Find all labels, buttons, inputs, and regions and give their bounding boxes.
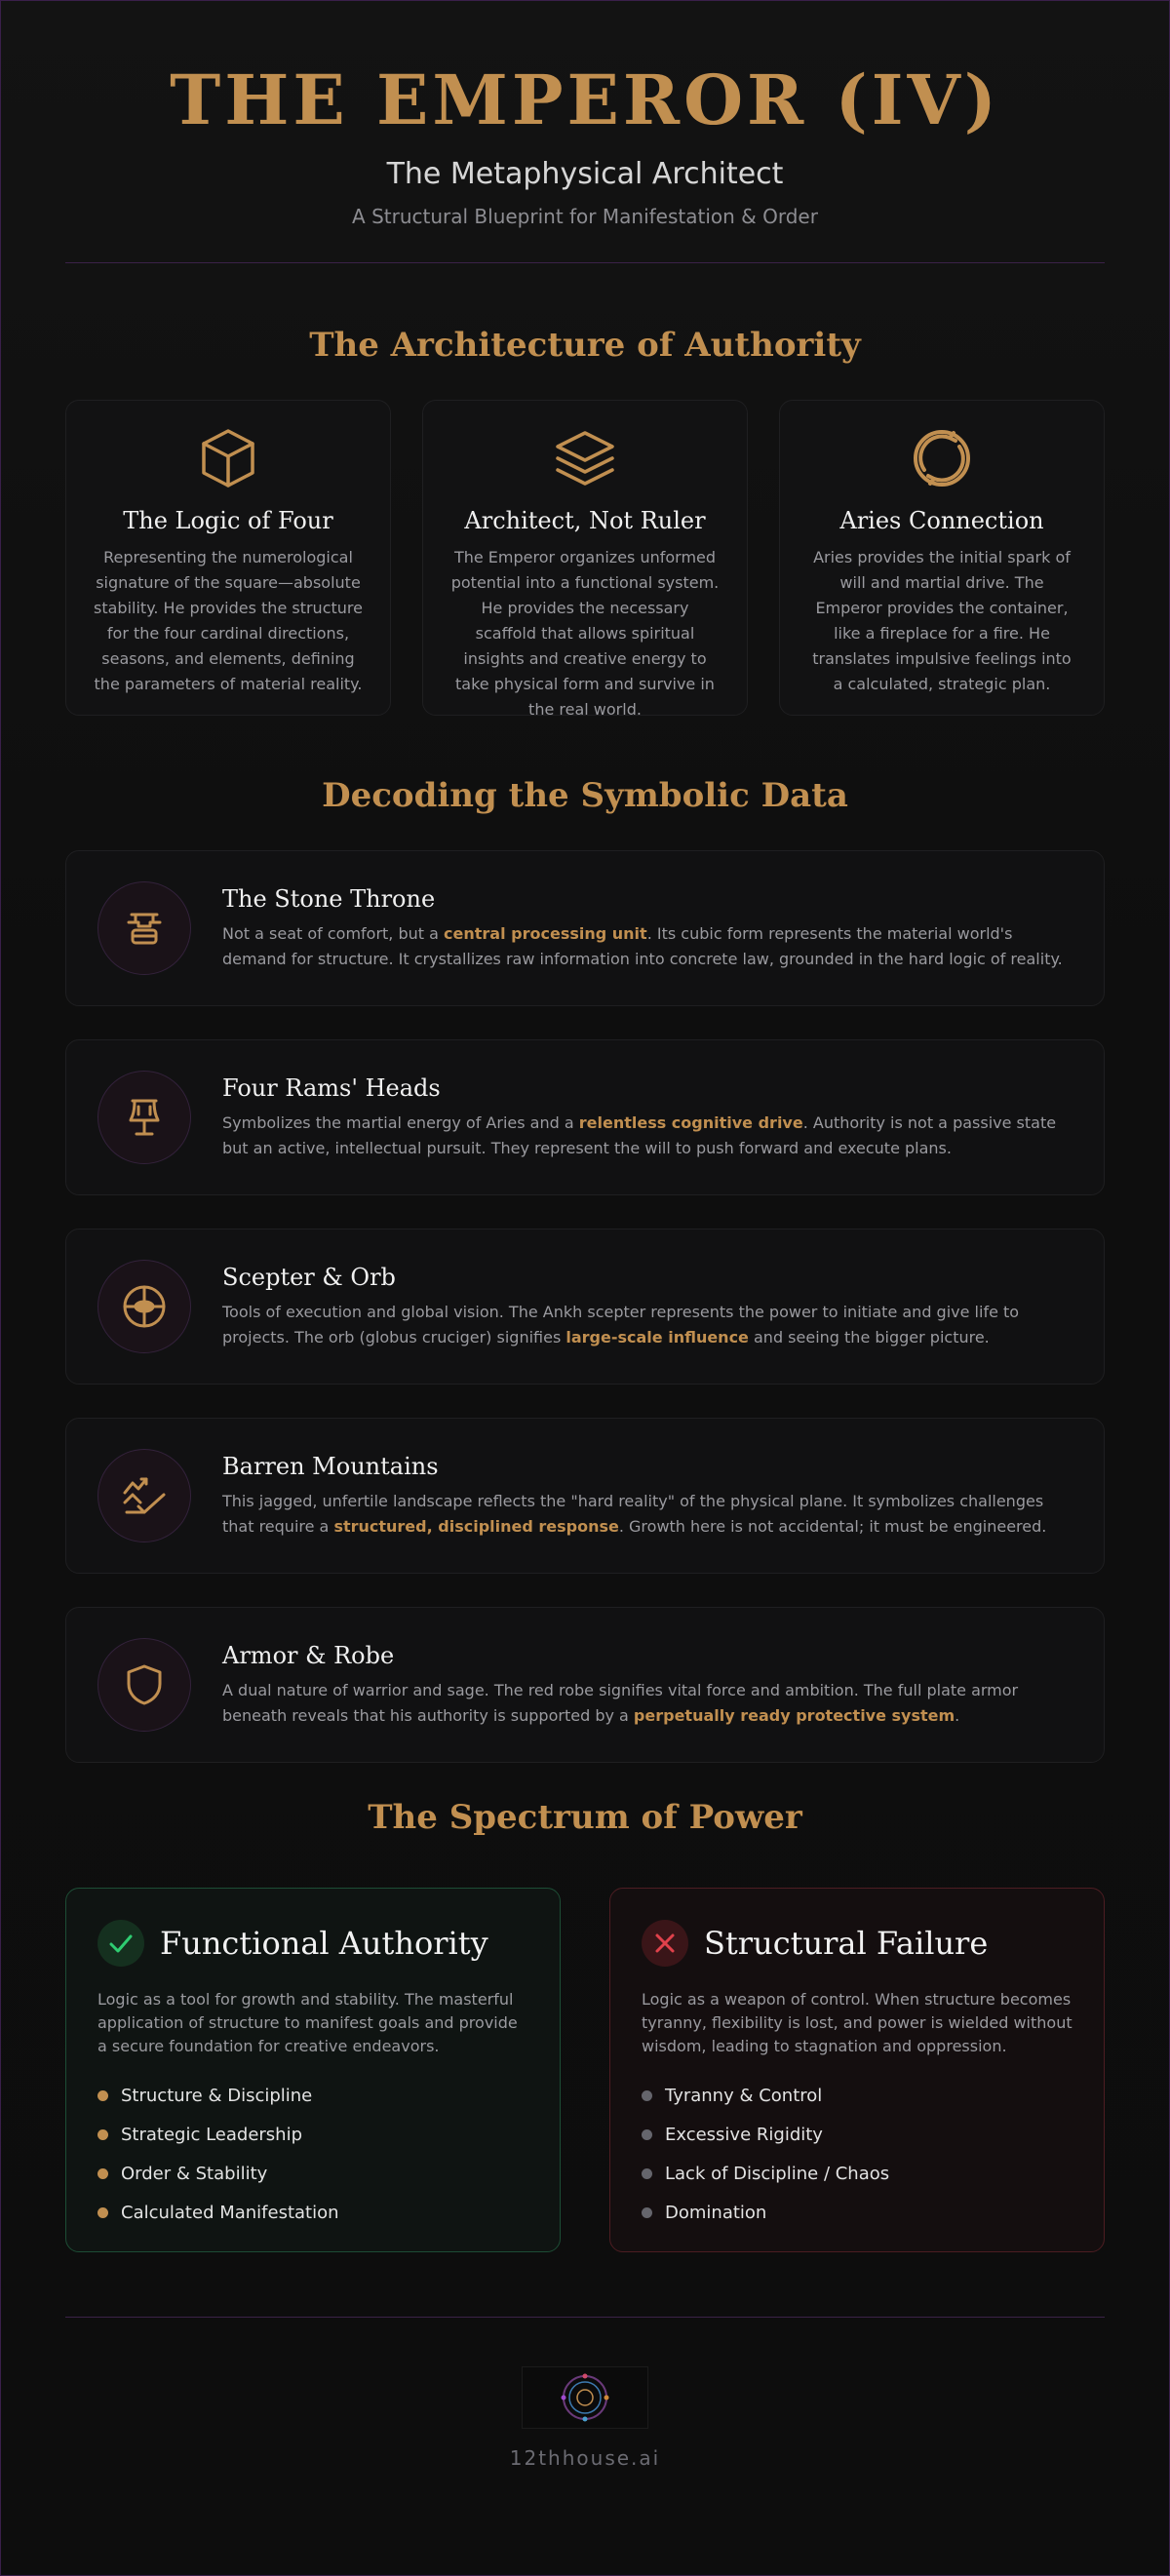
section-title-authority: The Architecture of Authority [309,326,861,365]
card-title: Aries Connection [839,507,1044,534]
list-item: Strategic Leadership [98,2115,528,2154]
symbol-title: Four Rams' Heads [222,1074,441,1102]
list-item: Calculated Manifestation [98,2193,528,2232]
section-title-symbols: Decoding the Symbolic Data [322,776,848,815]
brand-logo[interactable] [522,2366,648,2429]
list-item: Order & Stability [98,2154,528,2193]
symbol-card [65,1229,1105,1385]
card-text: Representing the numerological signature of the square—absolute stability. He provides the structure for the four cardinal directions, seasons, and elements, defining the parameters of material reality. [94,548,363,693]
spectrum-text: Logic as a tool for growth and stability. The masterful application of structure to manifest goals and provide a secure foundation for creative endeavors. [98,1990,518,2055]
section-title-spectrum: The Spectrum of Power [368,1798,802,1837]
cube-icon [199,427,257,489]
footer [65,2366,1105,2470]
authority-card [65,400,391,716]
cycle-icon [911,427,973,489]
site-link[interactable]: 12thhouse.ai [509,2446,661,2470]
divider [65,262,1105,263]
zodiac-wheel-icon [558,2370,612,2425]
spectrum-title: Functional Authority [160,1925,488,1962]
card-text: Aries provides the initial spark of will and martial drive. The Emperor provides the container, like a fireplace for a fire. He translates impulsive feelings into a calculated, strategic plan. [812,548,1072,693]
list-item: Excessive Rigidity [642,2115,1072,2154]
list-item: Structure & Discipline [98,2076,528,2115]
symbol-highlight: relentless cognitive drive [578,1113,803,1132]
orb-icon [121,1283,168,1330]
symbol-card [65,1607,1105,1763]
spectrum-list [642,2076,1072,2232]
spectrum-title: Structural Failure [704,1925,989,1962]
x-icon [652,1931,678,1956]
list-item: Tyranny & Control [642,2076,1072,2115]
list-item: Domination [642,2193,1072,2232]
symbol-title: The Stone Throne [222,885,436,913]
symbol-highlight: structured, disciplined response [333,1517,619,1536]
symbol-highlight: central processing unit [444,924,647,943]
page-tagline: A Structural Blueprint for Manifestation & Order [352,205,818,228]
card-title: The Logic of Four [123,507,333,534]
check-icon [107,1930,135,1957]
symbol-title: Scepter & Orb [222,1264,396,1291]
layers-icon [554,427,616,489]
card-title: Architect, Not Ruler [464,507,706,534]
list-item: Lack of Discipline / Chaos [642,2154,1072,2193]
symbol-text: Tools of execution and global vision. The Ankh scepter represents the power to initiate and give life to projects. The orb (globus cruciger) signifies large-scale influence and seeing the bigger picture. [222,1303,1020,1347]
ram-head-icon [123,1095,166,1140]
symbol-highlight: perpetually ready protective system [633,1706,956,1725]
symbol-title: Armor & Robe [222,1642,395,1669]
structural-failure-card [609,1888,1105,2252]
shield-icon [125,1662,164,1707]
card-text: The Emperor organizes unformed potential into a functional system. He provides the necessary scaffold that allows spiritual insights and creative energy to take physical form and survive in the real world. [450,548,720,719]
throne-icon [123,907,166,950]
symbol-text: Not a seat of comfort, but a central processing unit. Its cubic form represents the material world's demand for structure. It crystallizes raw information into concrete law, grounded in the hard logic of reality. [222,924,1063,968]
authority-card [779,400,1105,716]
mountain-icon [121,1473,168,1518]
symbol-title: Barren Mountains [222,1453,439,1480]
spectrum-list [98,2076,528,2232]
symbol-text: This jagged, unfertile landscape reflects the "hard reality" of the physical plane. It symbolizes challenges that require a structured, disciplined response. Growth here is not accidental; it must be engineered. [222,1492,1047,1536]
spectrum-text: Logic as a weapon of control. When structure becomes tyranny, flexibility is lost, and power is wielded without wisdom, leading to stagnation and oppression. [642,1990,1072,2055]
symbol-card [65,1418,1105,1574]
symbol-highlight: large-scale influence [566,1328,749,1347]
symbol-text: Symbolizes the martial energy of Aries and a relentless cognitive drive. Authority is not a passive state but an active, intellectual pursuit. They represent the will to push forward and execute plans. [222,1113,1057,1157]
symbol-card [65,850,1105,1006]
symbol-card [65,1039,1105,1195]
functional-authority-card [65,1888,561,2252]
authority-card [422,400,748,719]
spectrum-panels [65,1888,1105,2252]
page-title: THE EMPEROR (IV) [170,59,1000,140]
authority-cards [65,400,1105,719]
symbol-text: A dual nature of warrior and sage. The red robe signifies vital force and ambition. The full plate armor beneath reveals that his authority is supported by a perpetually ready protective system. [222,1681,1019,1725]
page-subtitle: The Metaphysical Architect [386,157,784,191]
divider [65,2317,1105,2318]
header [65,1,1105,229]
